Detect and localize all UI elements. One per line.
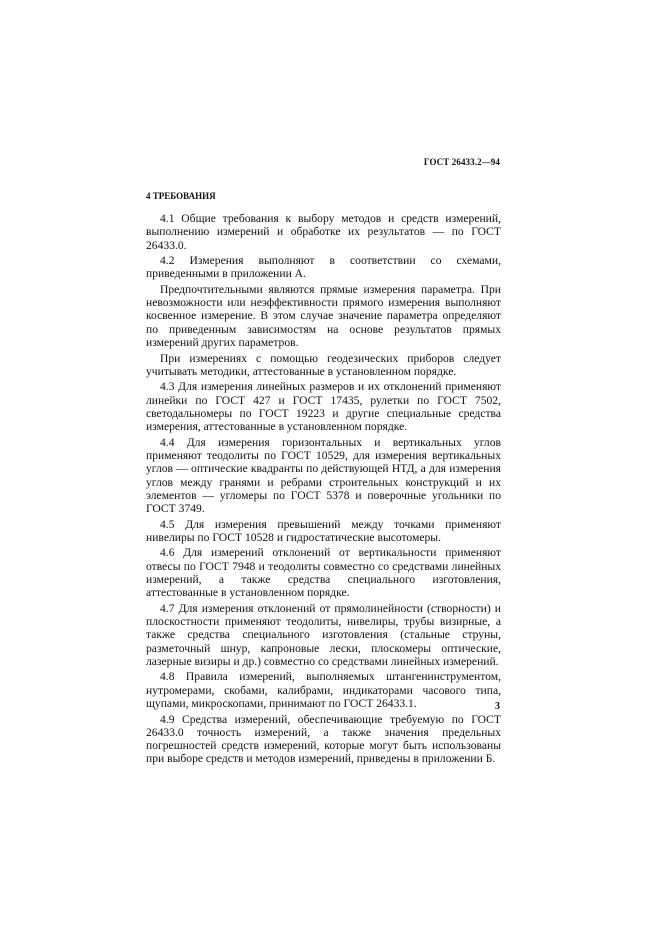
paragraph-4-4: 4.4 Для измерения горизонтальных и вертикальных углов применяют теодолиты по ГОСТ 10529, для измерения вертикальных углов — оптические квадранты по действующей НТД, а для измерения углов между гранями и ребрами строительных конструкций и их элементов — угломеры по ГОСТ 5378 и поверочные угольники по ГОСТ 3749.	[146, 435, 501, 516]
paragraph-4-8: 4.8 Правила измерений, выполняемых штангенинструментом, нутромерами, скобами, калибрами, индикаторами часового типа, щупами, микроскопами, принимают по ГОСТ 26433.1.	[146, 670, 501, 711]
paragraph-4-5: 4.5 Для измерения превышений между точками применяют нивелиры по ГОСТ 10528 и гидростатические высотомеры.	[146, 517, 501, 544]
paragraph-4-9: 4.9 Средства измерений, обеспечивающие требуемую по ГОСТ 26433.0 точность измерений, а также значения предельных погрешностей средств измерений, которые могут быть использованы при выборе средств и методов измерений, приведены в приложении Б.	[146, 712, 501, 766]
paragraph-direct-measurements: Предпочтительными являются прямые измерения параметра. При невозможности или неэффективности прямого измерения выполняют косвенное измерение. В этом случае значение параметра определяют по приведенным зависимостям на основе результатов прямых измерений других параметров.	[146, 282, 501, 350]
paragraph-4-2: 4.2 Измерения выполняют в соответствии со схемами, приведенными в приложении А.	[146, 254, 501, 281]
section-body	[146, 212, 501, 768]
page-number: 3	[495, 701, 500, 712]
section-title: 4 ТРЕБОВАНИЯ	[146, 191, 216, 201]
paragraph-4-3: 4.3 Для измерения линейных размеров и их отклонений применяют линейки по ГОСТ 427 и ГОСТ 17435, рулетки по ГОСТ 7502, светодальномеры по ГОСТ 19223 и другие специальные средства измерения, аттестованные в установленном порядке.	[146, 380, 501, 434]
document-code-header: ГОСТ 26433.2—94	[423, 157, 500, 167]
paragraph-4-6: 4.6 Для измерений отклонений от вертикальности применяют отвесы по ГОСТ 7948 и теодолиты совместно со средствами линейных измерений, а также средства специального изготовления, аттестованные в установленном порядке.	[146, 546, 501, 600]
paragraph-4-1: 4.1 Общие требования к выбору методов и средств измерений, выполнению измерений и обработке их результатов — по ГОСТ 26433.0.	[146, 212, 501, 252]
paragraph-4-7: 4.7 Для измерения отклонений от прямолинейности (створности) и плоскостности применяют теодолиты, нивелиры, трубы визирные, а также средства специального изготовления (стальные струны, разметочный шнур, капроновые лески, плоскомеры оптические, лазерные визиры и др.) совместно со средствами линейных измерений.	[146, 601, 501, 668]
paragraph-geodetic-methods: При измерениях с помощью геодезических приборов следует учитывать методики, аттестованные в установленном порядке.	[146, 351, 501, 378]
